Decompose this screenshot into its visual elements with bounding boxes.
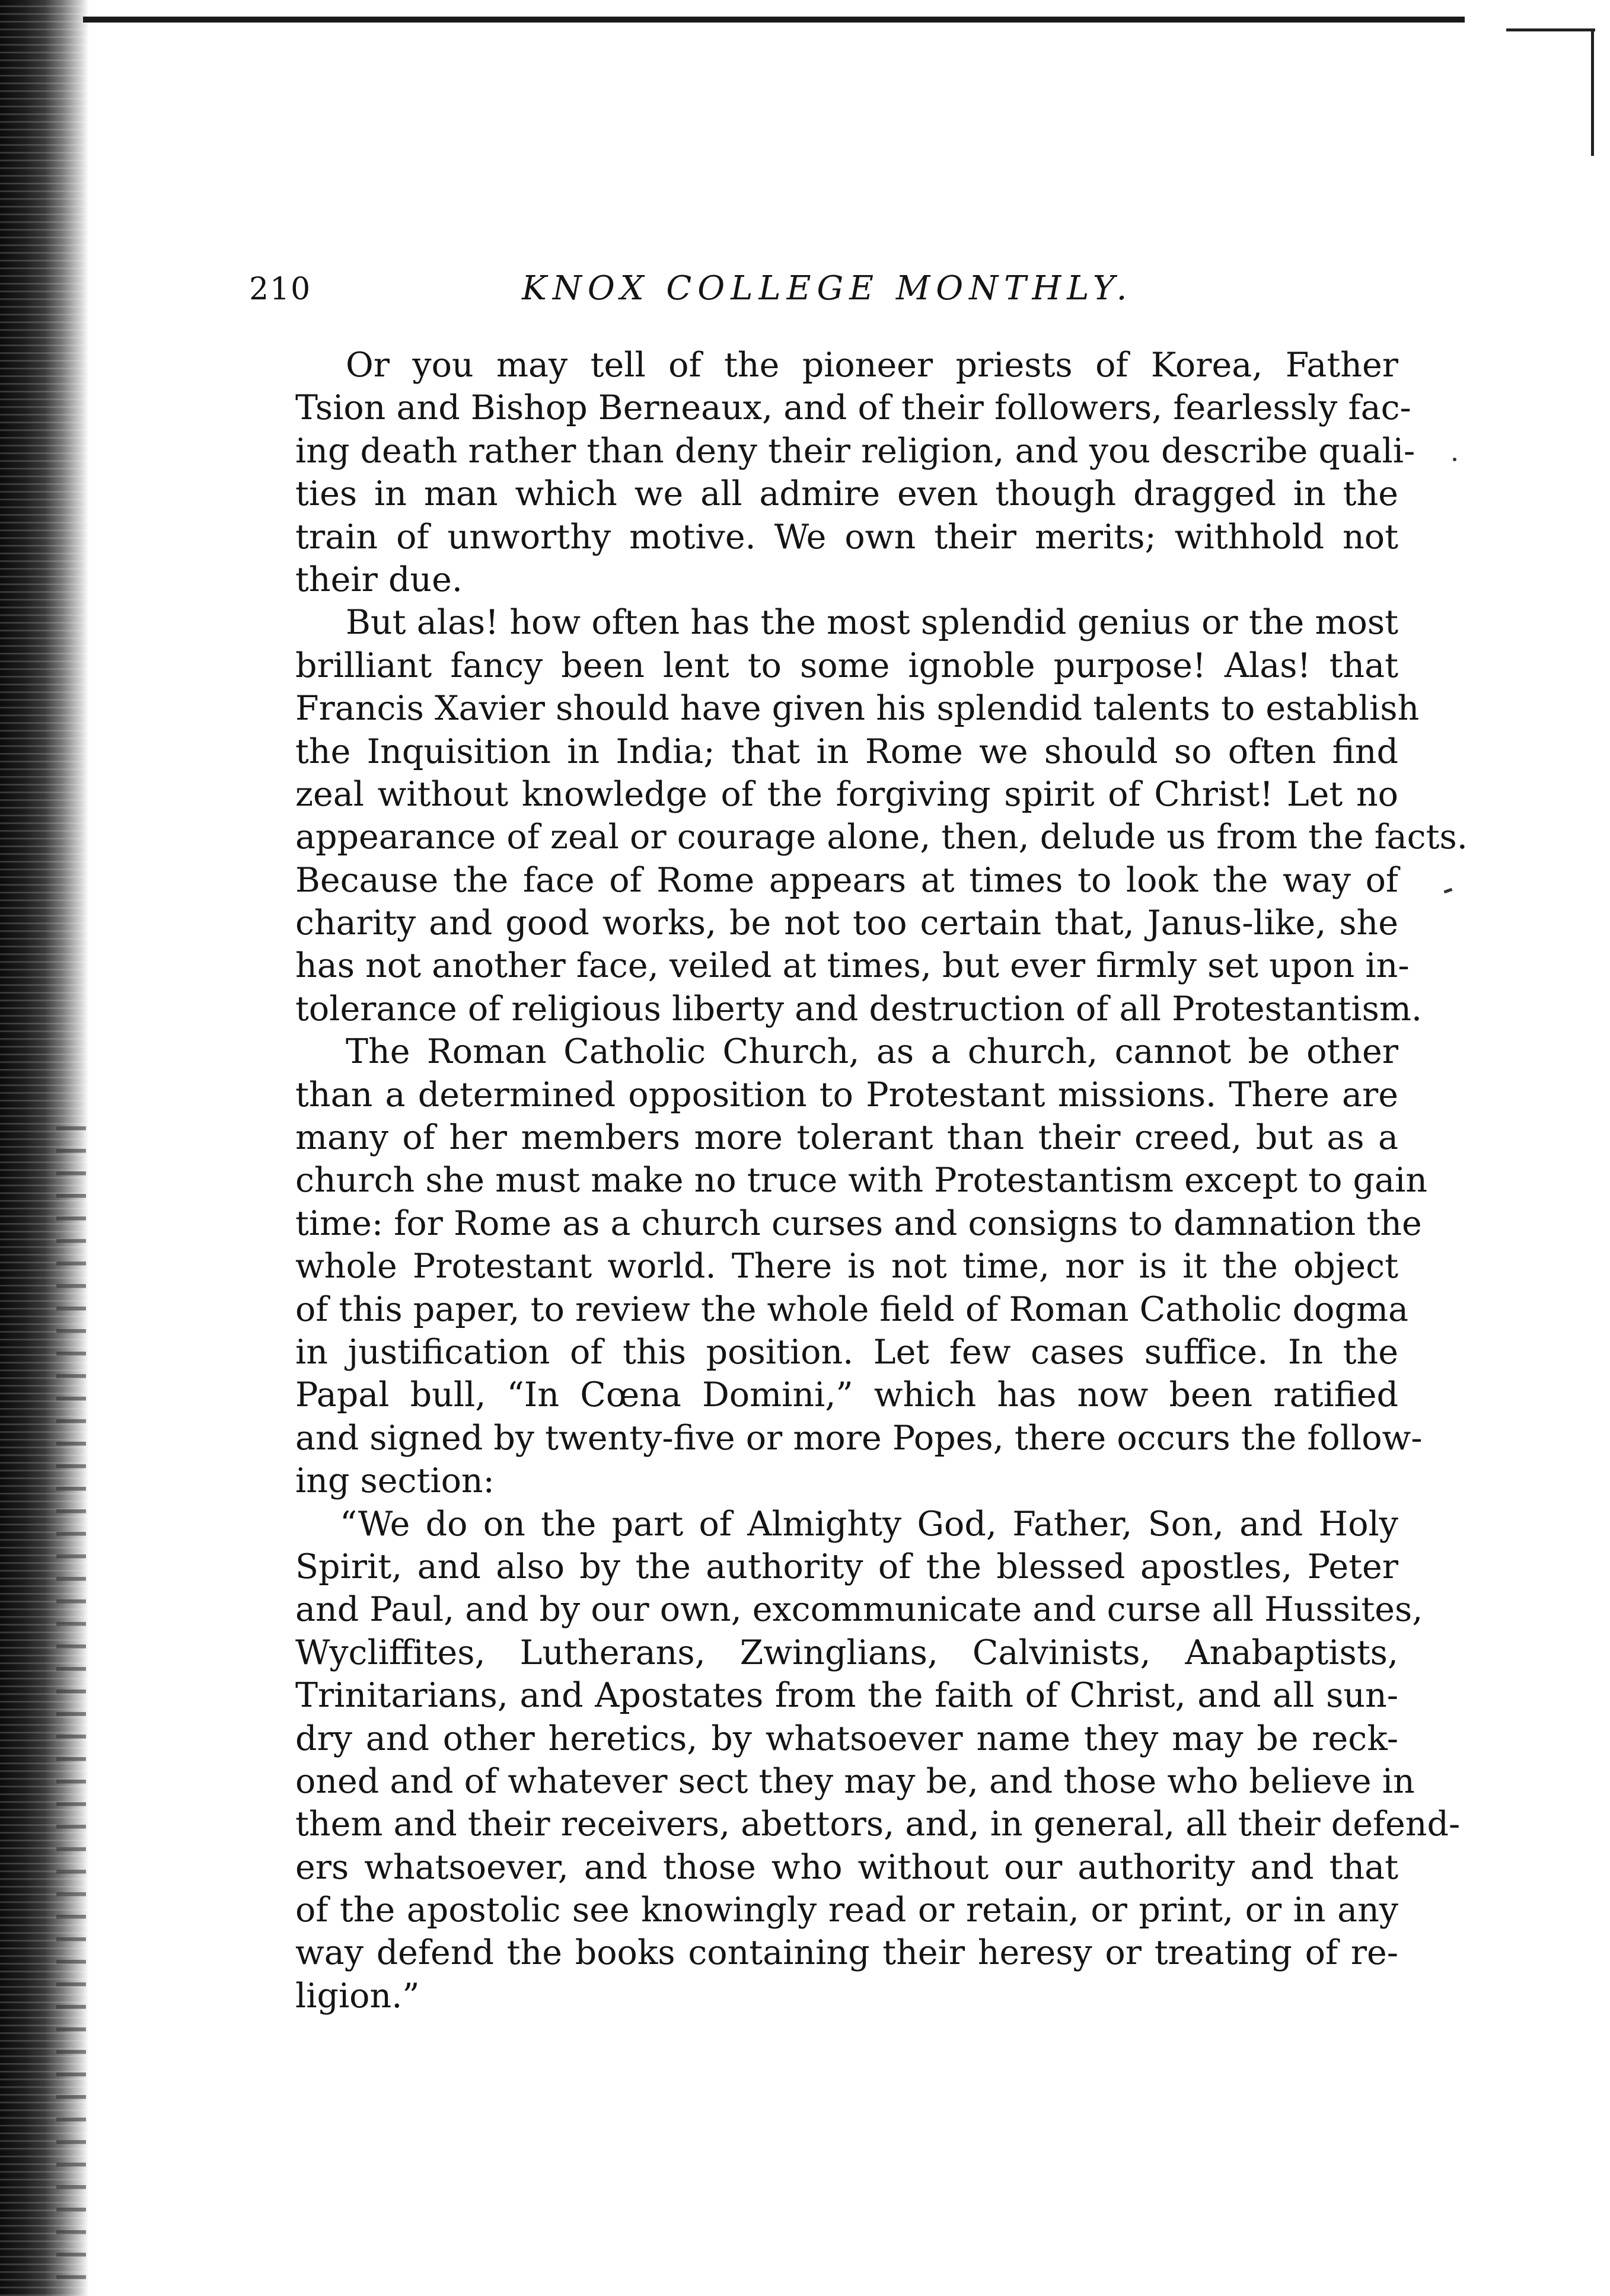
text-line: in justification of this position. Let few cases suffice. In the [295,1332,1398,1372]
text-line: Because the face of Rome appears at times to look the way of [295,860,1398,900]
text-line: has not another face, veiled at times, but ever firmly set upon in- [295,946,1410,986]
quote-line: ers whatsoever, and those who without our authority and that [295,1847,1398,1887]
text-line: of this paper, to review the whole field of Roman Catholic dogma [295,1289,1408,1329]
text-line: Tsion and Bishop Berneaux, and of their followers, fearlessly fac- [295,388,1411,428]
corner-mark [1506,28,1595,31]
text-line: and signed by twenty-five or more Popes, there occurs the follow- [295,1418,1423,1458]
top-rule [83,17,1465,23]
margin-dash [1444,888,1453,893]
text-line: zeal without knowledge of the forgiving spirit of Christ! Let no [295,774,1398,814]
quote-line: oned and of whatever sect they may be, and those who believe in [295,1761,1415,1801]
text-line: many of her members more tolerant than their creed, but as a [295,1118,1398,1158]
quote-line: “We do on the part of Almighty God, Father, Son, and Holy [340,1504,1398,1544]
margin-dot [1453,458,1456,461]
text-line: But alas! how often has the most splendid genius or the most [346,603,1398,643]
text-line: ing death rather than deny their religion, and you describe quali- [295,431,1415,471]
quote-line: ligion.” [295,1976,420,2016]
running-head [249,269,1405,325]
quote-line: way defend the books containing their heresy or treating of re- [295,1933,1398,1973]
text-line: brilliant fancy been lent to some ignoble purpose! Alas! that [295,646,1398,685]
text-line: than a determined opposition to Protestant missions. There are [295,1075,1398,1115]
text-line: time: for Rome as a church curses and consigns to damnation the [295,1203,1422,1243]
text-line: the Inquisition in India; that in Rome we should so often find [295,732,1398,771]
text-line: train of unworthy motive. We own their merits; withhold not [295,517,1398,557]
text-line: appearance of zeal or courage alone, then, delude us from the facts. [295,818,1468,857]
text-line: ing section: [295,1461,495,1501]
quote-line: Wycliffites, Lutherans, Zwinglians, Calvinists, Anabaptists, [295,1633,1398,1672]
quote-line: Trinitarians, and Apostates from the faith of Christ, and all sun- [295,1676,1398,1716]
text-line: Francis Xavier should have given his splendid talents to establish [295,689,1420,729]
text-line: whole Protestant world. There is not time, nor is it the object [295,1247,1398,1286]
quote-line: Spirit, and also by the authority of the blessed apostles, Peter [295,1547,1398,1586]
journal-title: KNOX COLLEGE MONTHLY. [522,269,1133,308]
corner-mark-vertical [1591,28,1594,156]
binding-speckle [56,1126,86,2282]
quote-line: dry and other heretics, by whatsoever name they may be reck- [295,1719,1398,1758]
quote-line: them and their receivers, abettors, and, in general, all their defend- [295,1805,1461,1844]
text-line: tolerance of religious liberty and destruction of all Protestantism. [295,989,1423,1029]
quote-line: of the apostolic see knowingly read or retain, or print, or in any [295,1891,1398,1930]
text-line: Papal bull, “In Cœna Domini,” which has now been ratified [295,1375,1398,1415]
text-line: their due. [295,560,463,599]
text-line: church she must make no truce with Protestantism except to gain [295,1161,1427,1200]
text-line: The Roman Catholic Church, as a church, cannot be other [346,1032,1398,1072]
page-number: 210 [249,272,312,307]
text-line: charity and good works, be not too certain that, Janus-like, she [295,903,1398,943]
body-text [295,344,1468,2017]
quote-line: and Paul, and by our own, excommunicate and curse all Hussites, [295,1590,1423,1630]
text-line: ties in man which we all admire even though dragged in the [295,474,1398,514]
text-line: Or you may tell of the pioneer priests of Korea, Father [346,346,1398,385]
